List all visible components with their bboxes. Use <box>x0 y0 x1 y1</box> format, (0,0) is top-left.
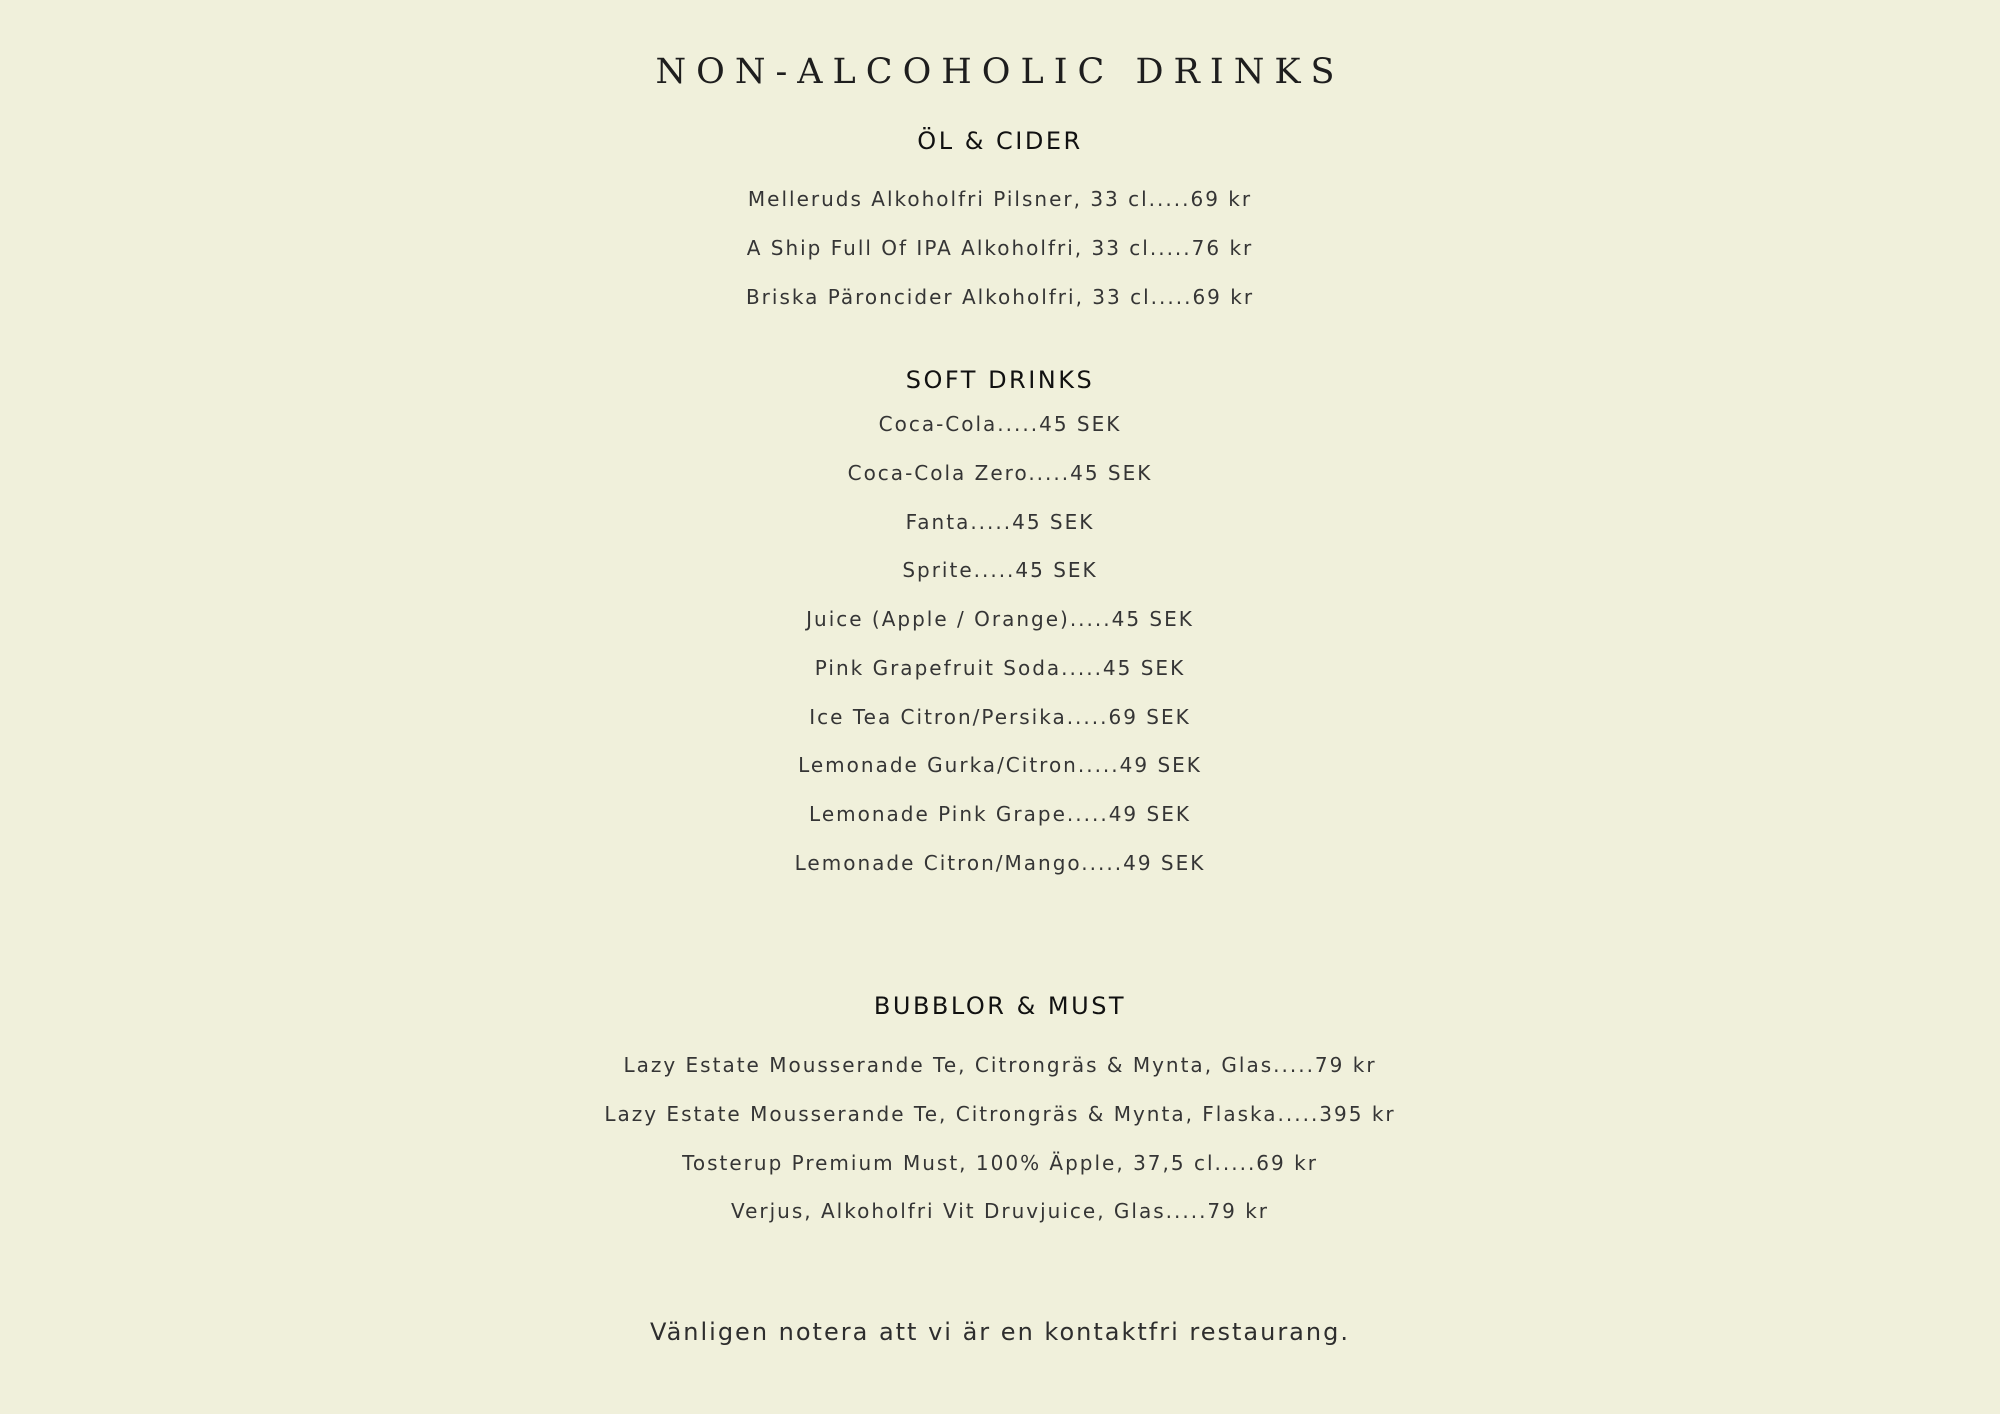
page-title: NON-ALCOHOLIC DRINKS <box>655 52 1345 92</box>
menu-item: Juice (Apple / Orange).....45 SEK <box>806 607 1194 631</box>
menu-item: Lemonade Pink Grape.....49 SEK <box>809 802 1191 826</box>
section-heading-bubblor-must: BUBBLOR & MUST <box>873 992 1127 1020</box>
menu-item: Coca-Cola Zero.....45 SEK <box>847 461 1153 485</box>
menu-item: Ice Tea Citron/Persika.....69 SEK <box>809 705 1191 729</box>
menu-item: Fanta.....45 SEK <box>905 510 1095 534</box>
menu-item: Lemonade Gurka/Citron.....49 SEK <box>798 753 1202 777</box>
menu-item: Tosterup Premium Must, 100% Äpple, 37,5 cl.....69 kr <box>682 1151 1318 1175</box>
menu-item: Lazy Estate Mousserande Te, Citrongräs & Mynta, Flaska.....395 kr <box>604 1102 1396 1126</box>
menu-item: Briska Päroncider Alkoholfri, 33 cl.....69 kr <box>745 285 1255 309</box>
section-heading-ol-cider: ÖL & CIDER <box>917 127 1083 155</box>
menu-item: Lemonade Citron/Mango.....49 SEK <box>794 851 1206 875</box>
section-heading-soft-drinks: SOFT DRINKS <box>905 366 1095 394</box>
menu-item: Lazy Estate Mousserande Te, Citrongräs & Mynta, Glas.....79 kr <box>623 1053 1377 1077</box>
menu-item: Verjus, Alkoholfri Vit Druvjuice, Glas.....79 kr <box>730 1199 1270 1223</box>
footer-note: Vänligen notera att vi är en kontaktfri restaurang. <box>650 1318 1350 1346</box>
menu-item: Melleruds Alkoholfri Pilsner, 33 cl.....69 kr <box>747 187 1253 211</box>
menu-item: Sprite.....45 SEK <box>902 558 1098 582</box>
menu-item: A Ship Full Of IPA Alkoholfri, 33 cl.....76 kr <box>746 236 1254 260</box>
menu-item: Pink Grapefruit Soda.....45 SEK <box>814 656 1186 680</box>
menu-item: Coca-Cola.....45 SEK <box>878 412 1122 436</box>
